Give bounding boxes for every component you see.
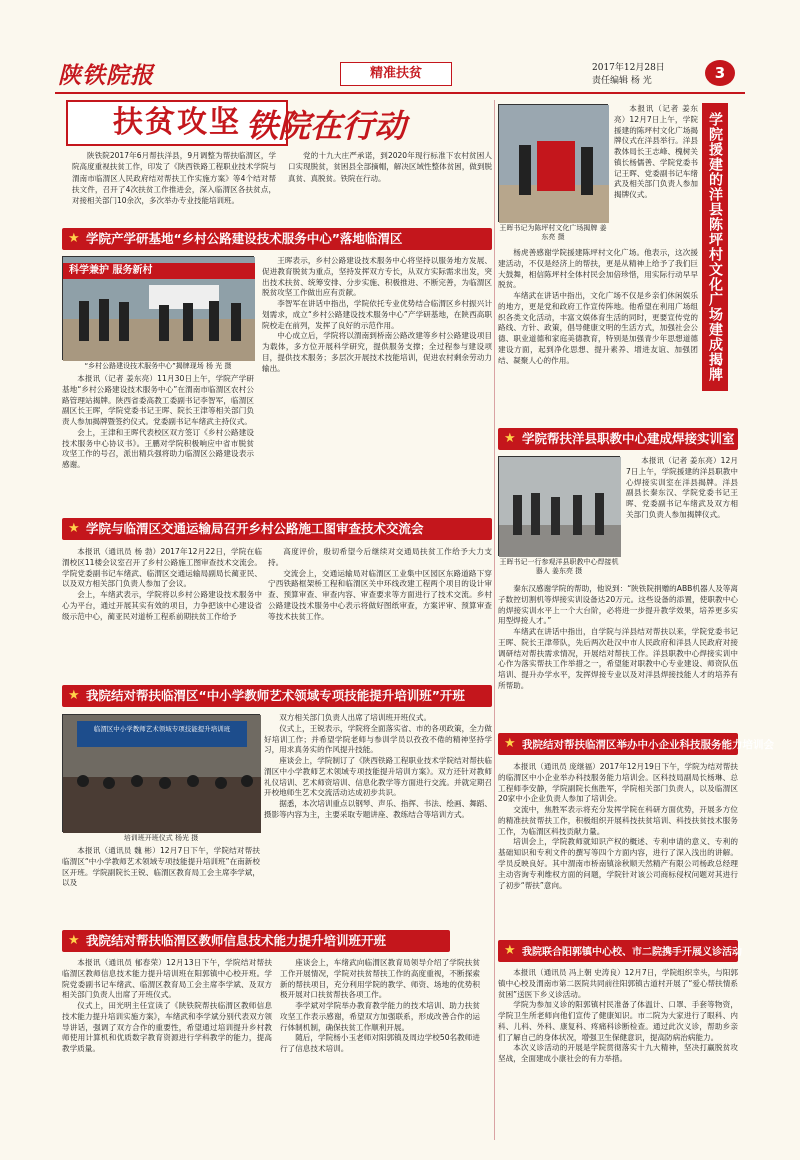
article-paragraph: 培训会上，学院教师就知识产权的概述、专利申请的意义、专利的基础知识和专利文件的撰写等四个方面内容，进行了深入浅出的讲解。学员反映良好。其中渭南市桥南镇涂秋顺天然精产有限公司杨政总经理主动咨询专利维权方面的问题，学院针对该公司商标侵权问题对其进行了初步“帮扶”意向。: [498, 837, 738, 890]
article-paragraph: 本报讯（记者 姜东亮）11月30日上午，学院产学研基地“乡村公路建设技术服务中心”在渭南市临渭区农村公路管理站揭牌。陕西省委高教工委副书记李智军，临渭区副区长王晖，学院党委书记王晖、院长王津等相关部门负责人参加揭牌暨签约仪式。党委副书记车绪武主持仪式。: [62, 374, 254, 427]
article-headline: ★ 我院联合阳郭镇中心校、市二院携手开展义诊活动: [498, 940, 738, 962]
editor-line: 责任编辑 杨 光: [592, 76, 652, 87]
article-column: [264, 713, 492, 821]
article-paragraph: 杨虎善感谢学院援建陈坪村文化广场。他表示，这次援建活动，不仅是经济上的帮扶，更是从精神上给予了我们巨大鼓舞，相信陈坪村全体村民会加倍珍惜，用实际行动早早脱贫。: [498, 248, 698, 290]
article-paragraph: 座谈会上，车绪武向临渭区教育局领导介绍了学院扶贫工作开展情况，学院对扶贫帮扶工作的高度重视，不断探索新的帮扶项目，充分利用学院的教学、师资、场地的优势积极开展对口扶贫帮扶各项工作。: [280, 958, 480, 1000]
article-column: [626, 456, 738, 521]
article-headline: ★ 我院结对帮扶临渭区“中小学教师艺术领域专项技能提升培训班”开班: [62, 685, 492, 707]
photo-caption: 王晖书记一行参观洋县职教中心焊接机器人 姜东亮 摄: [499, 558, 619, 576]
photo-caption: 王晖书记为陈坪村文化广场揭牌 姜东亮 摄: [499, 224, 607, 242]
star-icon: ★: [504, 736, 516, 751]
article-headline: ★ 我院结对帮扶临渭区教师信息技术能力提升培训班开班: [62, 930, 450, 952]
article-column: [62, 846, 260, 889]
article-column: [280, 958, 480, 1055]
article-photo: [62, 714, 260, 832]
article-column: [268, 547, 492, 622]
article-column: [262, 256, 492, 375]
feature-title: 扶贫攻坚: [66, 100, 288, 146]
article-photo: [498, 456, 620, 556]
article-paragraph: 本报讯（通讯员 魏 彬）12月7日下午，学院结对帮扶临渭区“中小学教师艺术领域专项技能提升培训班”在南新校区开班。学院副院长王锐、临渭区教育局工会主席李学斌，以及: [62, 846, 260, 888]
article-paragraph: 交流会上，交通运输局对临渭区工业集中区园区东路道路下穿宁西铁路框架桥工程和临渭区关中环线改建工程两个项目的设计审查、预算审查、审查内容、审查要求等方面进行了技术交流。乡村公路建设技术服务中心表示将做好图纸审查，方案评审、预算审查等技术扶贫工作。: [268, 568, 492, 621]
issue-info: [592, 62, 665, 88]
article-paragraph: 车绪武在讲话中指出，自学院与洋县结对帮扶以来，学院党委书记王晖、院长王津带队，先后两次赴汉中市人民政府和洋县人民政府对接调研结对帮扶需求情况，开展结对帮扶工作。洋县职教中心焊接实训中心作为落实帮扶工作举措之一，希望能对职教中心专业建设、师资队伍培训、提升办学水平，发挥焊接专业以及对洋县焊接技能人才的培养有所帮助。: [498, 627, 738, 691]
article-column: [614, 104, 698, 201]
article-column: [62, 958, 272, 1055]
article-paragraph: 会上，王津和王晖代表校区双方签订《乡村公路建设技术服务中心协议书》。王鹏对学院积极响应中省市脱贫攻坚工作的号召，派出精兵强将助力临渭区公路建设表示感谢。: [62, 427, 254, 470]
article-photo: [498, 104, 608, 222]
newspaper-logo: 陕铁院报: [58, 62, 154, 89]
photo-caption: 培训班开班仪式 杨光 摄: [123, 834, 199, 842]
star-icon: ★: [68, 231, 80, 246]
feature-intro: [72, 150, 492, 216]
masthead-rule: [55, 92, 745, 94]
article-paragraph: 李智军在讲话中指出，学院依托专业优势结合临渭区乡村振兴计划需求，成立“乡村公路建设技术服务中心”产学研基地，在陕西高职院校走在前列，发挥了良好的示范作用。: [262, 299, 492, 330]
article-paragraph: 王晖表示，乡村公路建设技术服务中心将坚持以服务地方发展、促进教育脱贫为重点，坚持发挥双方专长，从双方实际需求出发，突出技术扶贫、统筹安排、分步实施、积极推进、不断完善，为临渭区脱贫攻坚工作做出应有贡献。: [262, 256, 492, 298]
article-paragraph: 中心成立后，学院将以渭南到桥南公路改建等乡村公路建设项目为载体，多方位开展科学研究，提供服务支撑；全过程参与建设项目，提供技术服务；多层次开展技术技能培训，促进农村剩余劳动力输出。: [262, 331, 492, 373]
intro-paragraph: 党的十九大庄严承诺，到2020年现行标准下农村贫困人口实现脱贫，贫困县全部摘帽，解决区域性整体贫困，做到脱真贫、真脱贫。铁院在行动。: [288, 151, 492, 183]
article-paragraph: 本报讯（记者 姜东亮）12月7日上午，学院援建的洋县职教中心焊接实训室在洋县揭牌。洋县副县长秦东汉、学院党委书记王晖、党委副书记车绪武及双方相关部门负责人参加揭牌仪式。: [626, 456, 738, 519]
article-paragraph: 随后，学院杨小玉老师对阳郭镇及周边学校50名教师进行了信息技术培训。: [280, 1033, 480, 1054]
article-paragraph: 本报讯（通讯员 杨 勃）2017年12月22日，学院在临渭校区11楼会议室召开了乡村公路施工图审查技术交流会。学院党委副书记车绪武、临渭区交通运输局副局长蔺亚民、以及双方相关部门负责人参加了会议。: [62, 547, 262, 589]
article-paragraph: 双方相关部门负责人出席了培训班开班仪式。: [279, 713, 432, 722]
article-column: [62, 374, 254, 471]
article-paragraph: 本报讯（记者 姜东亮）12月7日上午，学院援建的陈坪村文化广场揭牌仪式在洋县举行。洋县教体局长王志峰、槐树关镇长杨儒善、学院党委书记王晖、党委副书记车绪武及相关部门负责人参加揭牌仪式。: [614, 104, 698, 200]
article-paragraph: 本报讯（通讯员 庞继福）2017年12月19日下午，学院为结对帮扶的临渭区中小企业举办科技服务能力培训会。区科技局副局长杨琳、总工程师李安静，学院副院长焦胜军，学院相关部门负责人，以及临渭区20家中小企业负责人参加了培训会。: [498, 762, 738, 804]
star-icon: ★: [68, 933, 80, 948]
star-icon: ★: [504, 431, 516, 446]
article-headline: ★ 学院帮扶洋县职教中心建成焊接实训室: [498, 428, 738, 450]
intro-paragraph: 陕铁院2017年6月帮扶洋县，9月调整为帮扶临渭区，学院高度重视扶贫工作，印发了《陕西铁路工程职业技术学院与渭南市临渭区人民政府结对帮扶工作实施方案》等4个结对帮扶文件，召开了4次扶贫工作推进会，深入临渭区各扶贫点，对接相关部门10余次，多次举办专业技能培训班。: [72, 151, 276, 205]
article-paragraph: 交流中，焦胜军表示将充分发挥学院在科研方面优势，开展多方位的精准扶贫帮扶工作，积极组织开展科技扶贫培训、科技扶贫技术服务工作，为临渭区科技贡献力量。: [498, 805, 738, 836]
star-icon: ★: [504, 943, 516, 958]
article-column: [498, 248, 698, 367]
section-label: 精准扶贫: [340, 62, 452, 86]
article-paragraph: 高度评价，殷切希望今后继续对交通局扶贫工作给予大力支持。: [268, 547, 492, 567]
article-paragraph: 座谈会上，学院制订了《陕西铁路工程职业技术学院结对帮扶临渭区中小学教师艺术领域专项技能提升培训方案》。双方还针对教师礼仪培训、艺术师资培训、信息化教学等方面进行交流。并就定期召开校地师生艺术交流活动达成初步共识。: [264, 756, 492, 798]
article-paragraph: 仪式上，王锐表示，学院将全面落实省、市的各项政策，全力做好培训工作；并希望学院老师与参训学员以孜孜不倦的精神坚持学习，用求真务实的作风提升技能。: [264, 723, 492, 755]
article-paragraph: 李学斌对学院举办教育教学能力的技术培训、助力扶贫攻坚工作表示感谢，希望双方加强联系，形成改善合作的运行体制机制，确保扶贫工作顺利开展。: [280, 1001, 480, 1032]
article-paragraph: 车绪武在讲话中指出，文化广场不仅是乡亲们休闲娱乐的地方，更是党和政府工作宣传阵地。他希望在利用广场组织各类文化活动，丰富文娱体育生活的同时，更要宣传党的路线、方针、政策，倡导健康文明的生活方式，加强社会公德、职业道德和家庭美德教育，特别是加强青少年思想道德建设方面，起到净化思想、提升素养、增进友谊、加强团结、凝聚人心的作用。: [498, 291, 698, 365]
workshop-photo-illustration: [499, 457, 621, 557]
star-icon: ★: [68, 521, 80, 536]
star-icon: ★: [68, 688, 80, 703]
photo-caption: “乡村公路建设技术服务中心”揭牌现场 杨 光 摄: [84, 362, 232, 370]
article-headline: ★ 我院结对帮扶临渭区举办中小企业科技服务能力培训会: [498, 733, 738, 755]
photo-sign: 科学兼护 服务新村: [69, 265, 153, 276]
article-column: [498, 762, 738, 891]
article-paragraph: 仪式上，田光明主任宣读了《陕铁院帮扶临渭区教师信息技术能力提升培训实施方案》，车绪武和李学斌分别代表双方领导讲话，强调了双方合作的重要性，希望通过培训提升乡村教师使用计算机和优质数字教育资源进行学科教学的能力，提高教学质量。: [62, 1001, 272, 1054]
article-paragraph: 秦东汉感谢学院的帮助，他说到：“陕铁院捐赠的ABB机器人及等离子数控切割机等焊接实训设备达20万元。这些设备的添置，使职教中心的焊接实训水平上一个大台阶，必将进一步提升教学效果，培养更多实用型焊接人才。”: [498, 584, 738, 626]
photo-sign: 临渭区中小学教师艺术领域专项技能提升培训班: [93, 725, 231, 733]
page-number: 3: [705, 60, 735, 86]
article-column: [62, 547, 262, 622]
article-paragraph: 会上，车绪武表示，学院将以乡村公路建设技术服务中心为平台，通过开展其实有效的项目，力争把该中心建设省级示范中心，蔺亚民对道桥工程系前期扶贫工作给予: [62, 590, 262, 621]
article-paragraph: 本报讯（通讯员 郁春荣）12月13日下午，学院结对帮扶临渭区教师信息技术能力提升培训班在阳郭镇中心校开班。学院党委副书记车绪武、临渭区教育局工会主席李学斌、及双方相关部门负责人出席了开班仪式。: [62, 958, 272, 1000]
article-headline: ★ 学院与临渭区交通运输局召开乡村公路施工图审查技术交流会: [62, 518, 492, 540]
article-paragraph: 据悉，本次培训重点以钢琴、声乐、指挥、书法、绘画、舞蹈、摄影等内容为主，主要采取专题讲座、教练结合等培训方式。: [264, 799, 492, 820]
article-column: [498, 584, 738, 692]
feature-subtitle: 铁院在行动: [246, 107, 407, 145]
article-headline: ★ 学院产学研基地“乡村公路建设技术服务中心”落地临渭区: [62, 228, 492, 250]
article-paragraph: 本报讯（通讯员 冯上朝 史涛良）12月7日，学院组织幸头，与阳郭镇中心校及渭南市第二医院共同前往阳郭镇古道村开展了“爱心帮扶情系贫困”送医下乡义诊活动。: [498, 968, 738, 999]
article-paragraph: 学院为参加义诊的阳郭镇村民准备了体温计、口罩、手套等物资，学院卫生所老师向他们宣传了健康知识。市二院为大家进行了眼科、内科、儿科、外科、康复科、疼痛科诊断检查。通过此次义诊，帮助乡亲们了解自己的身体状况，增强卫生保健意识，提高防病治病能力。: [498, 1000, 738, 1042]
issue-date: 2017年12月28日: [592, 63, 665, 73]
plaque-photo-illustration: [499, 105, 609, 223]
column-divider: [494, 100, 495, 1140]
article-photo: [62, 256, 254, 360]
vertical-headline-banner: 学院援建的洋县陈坪村文化广场建成揭牌: [702, 103, 728, 391]
article-paragraph: 本次义诊活动的开展是学院贯彻落实十九大精神，坚决打赢脱贫攻坚战，全面建成小康社会的有力举措。: [498, 1043, 738, 1064]
article-column: [498, 968, 738, 1065]
